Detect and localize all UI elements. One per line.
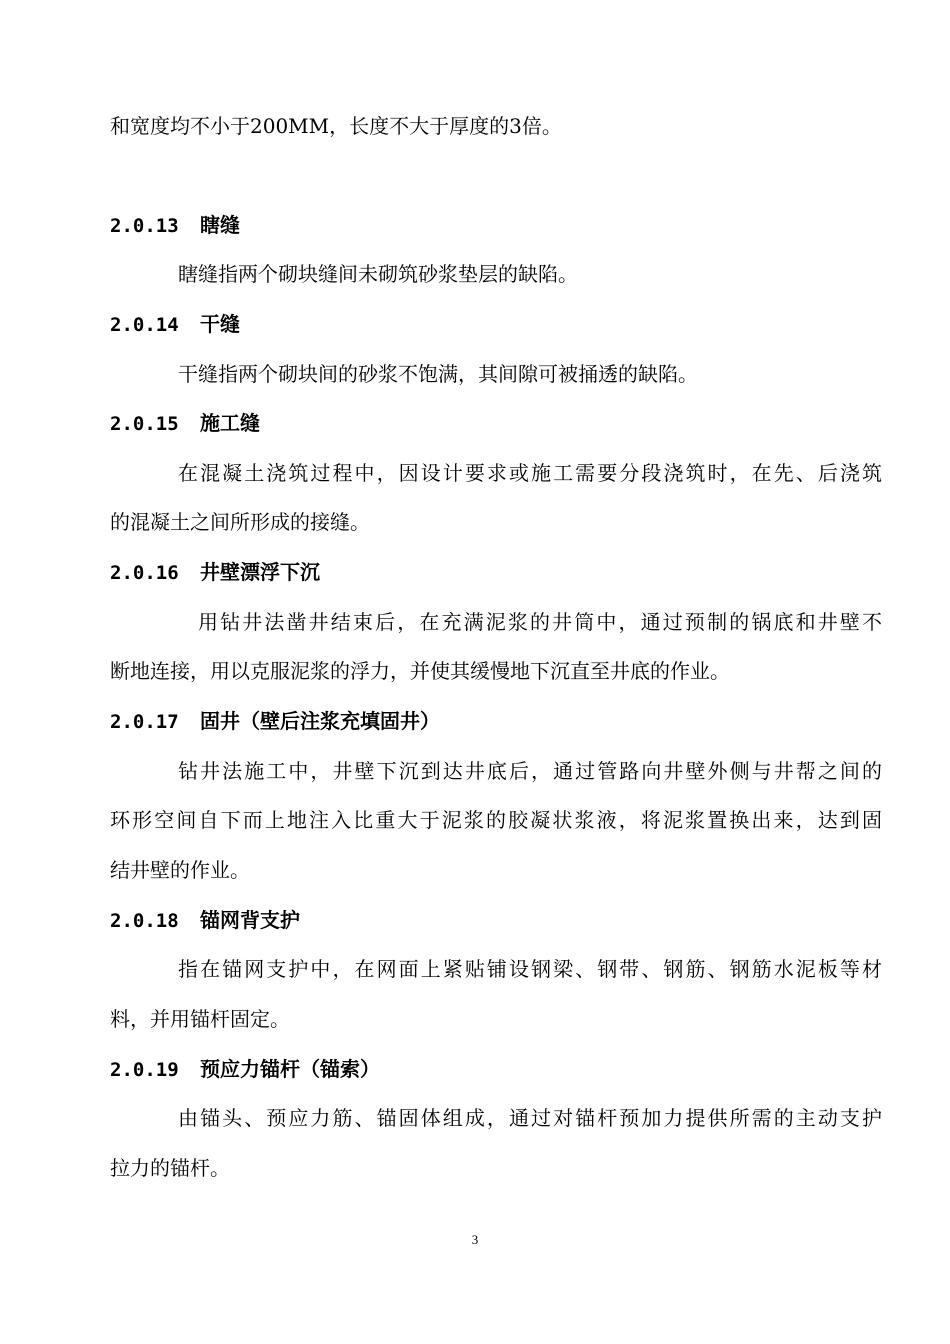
section-heading: [110, 310, 885, 339]
paragraph-line: 断地连接，用以克服泥浆的浮力，并使其缓慢地下沉直至井底的作业。: [110, 659, 730, 683]
section-title: 施工缝: [200, 411, 260, 435]
section-number: 2.0.17: [110, 711, 179, 733]
section-title: 固井（壁后注浆充填固井）: [200, 709, 440, 733]
section-heading: [110, 558, 885, 587]
paragraph-line: 在混凝土浇筑过程中，因设计要求或施工需要分段浇筑时，在先、后浇筑: [178, 461, 882, 485]
paragraph-line: 瞎缝指两个砌块缝间未砌筑砂浆垫层的缺陷。: [178, 262, 578, 286]
continuation-text: 和宽度均不小于200MM，长度不大于厚度的3倍。: [110, 114, 562, 138]
paragraph-line: 的混凝土之间所形成的接缝。: [110, 510, 370, 534]
section-number: 2.0.18: [110, 910, 179, 932]
paragraph-line: 指在锚网支护中，在网面上紧贴铺设钢梁、钢带、钢筋、钢筋水泥板等材: [178, 957, 882, 981]
paragraph-line: 结井壁的作业。: [110, 858, 250, 882]
paragraph-line: 由锚头、预应力筋、锚固体组成，通过对锚杆预加力提供所需的主动支护: [178, 1106, 882, 1130]
paragraph-line: 环形空间自下而上地注入比重大于泥浆的胶凝状浆液，将泥浆置换出来，达到固: [110, 808, 882, 832]
section-title: 预应力锚杆（锚索）: [200, 1057, 380, 1081]
section-title: 井壁漂浮下沉: [200, 560, 320, 584]
paragraph-line: 干缝指两个砌块间的砂浆不饱满，其间隙可被捅透的缺陷。: [178, 362, 698, 386]
section-heading: [110, 409, 885, 438]
paragraph-line: 料，并用锚杆固定。: [110, 1007, 290, 1031]
section-number: 2.0.13: [110, 215, 179, 237]
section-heading: [110, 1055, 885, 1084]
section-title: 锚网背支护: [200, 908, 300, 932]
paragraph-line: 钻井法施工中，井壁下沉到达井底后，通过管路向井壁外侧与井帮之间的: [178, 759, 882, 783]
section-heading: [110, 906, 885, 935]
section-heading: [110, 707, 885, 736]
page-number: 3: [471, 1232, 479, 1247]
section-number: 2.0.19: [110, 1059, 179, 1081]
section-number: 2.0.14: [110, 314, 179, 336]
section-title: 干缝: [200, 312, 240, 336]
section-title: 瞎缝: [200, 213, 240, 237]
paragraph-line: 用钻井法凿井结束后，在充满泥浆的井筒中，通过预制的锅底和井壁不: [198, 610, 882, 634]
section-heading: [110, 211, 885, 240]
section-number: 2.0.16: [110, 562, 179, 584]
paragraph-line: 拉力的锚杆。: [110, 1156, 230, 1180]
section-number: 2.0.15: [110, 413, 179, 435]
